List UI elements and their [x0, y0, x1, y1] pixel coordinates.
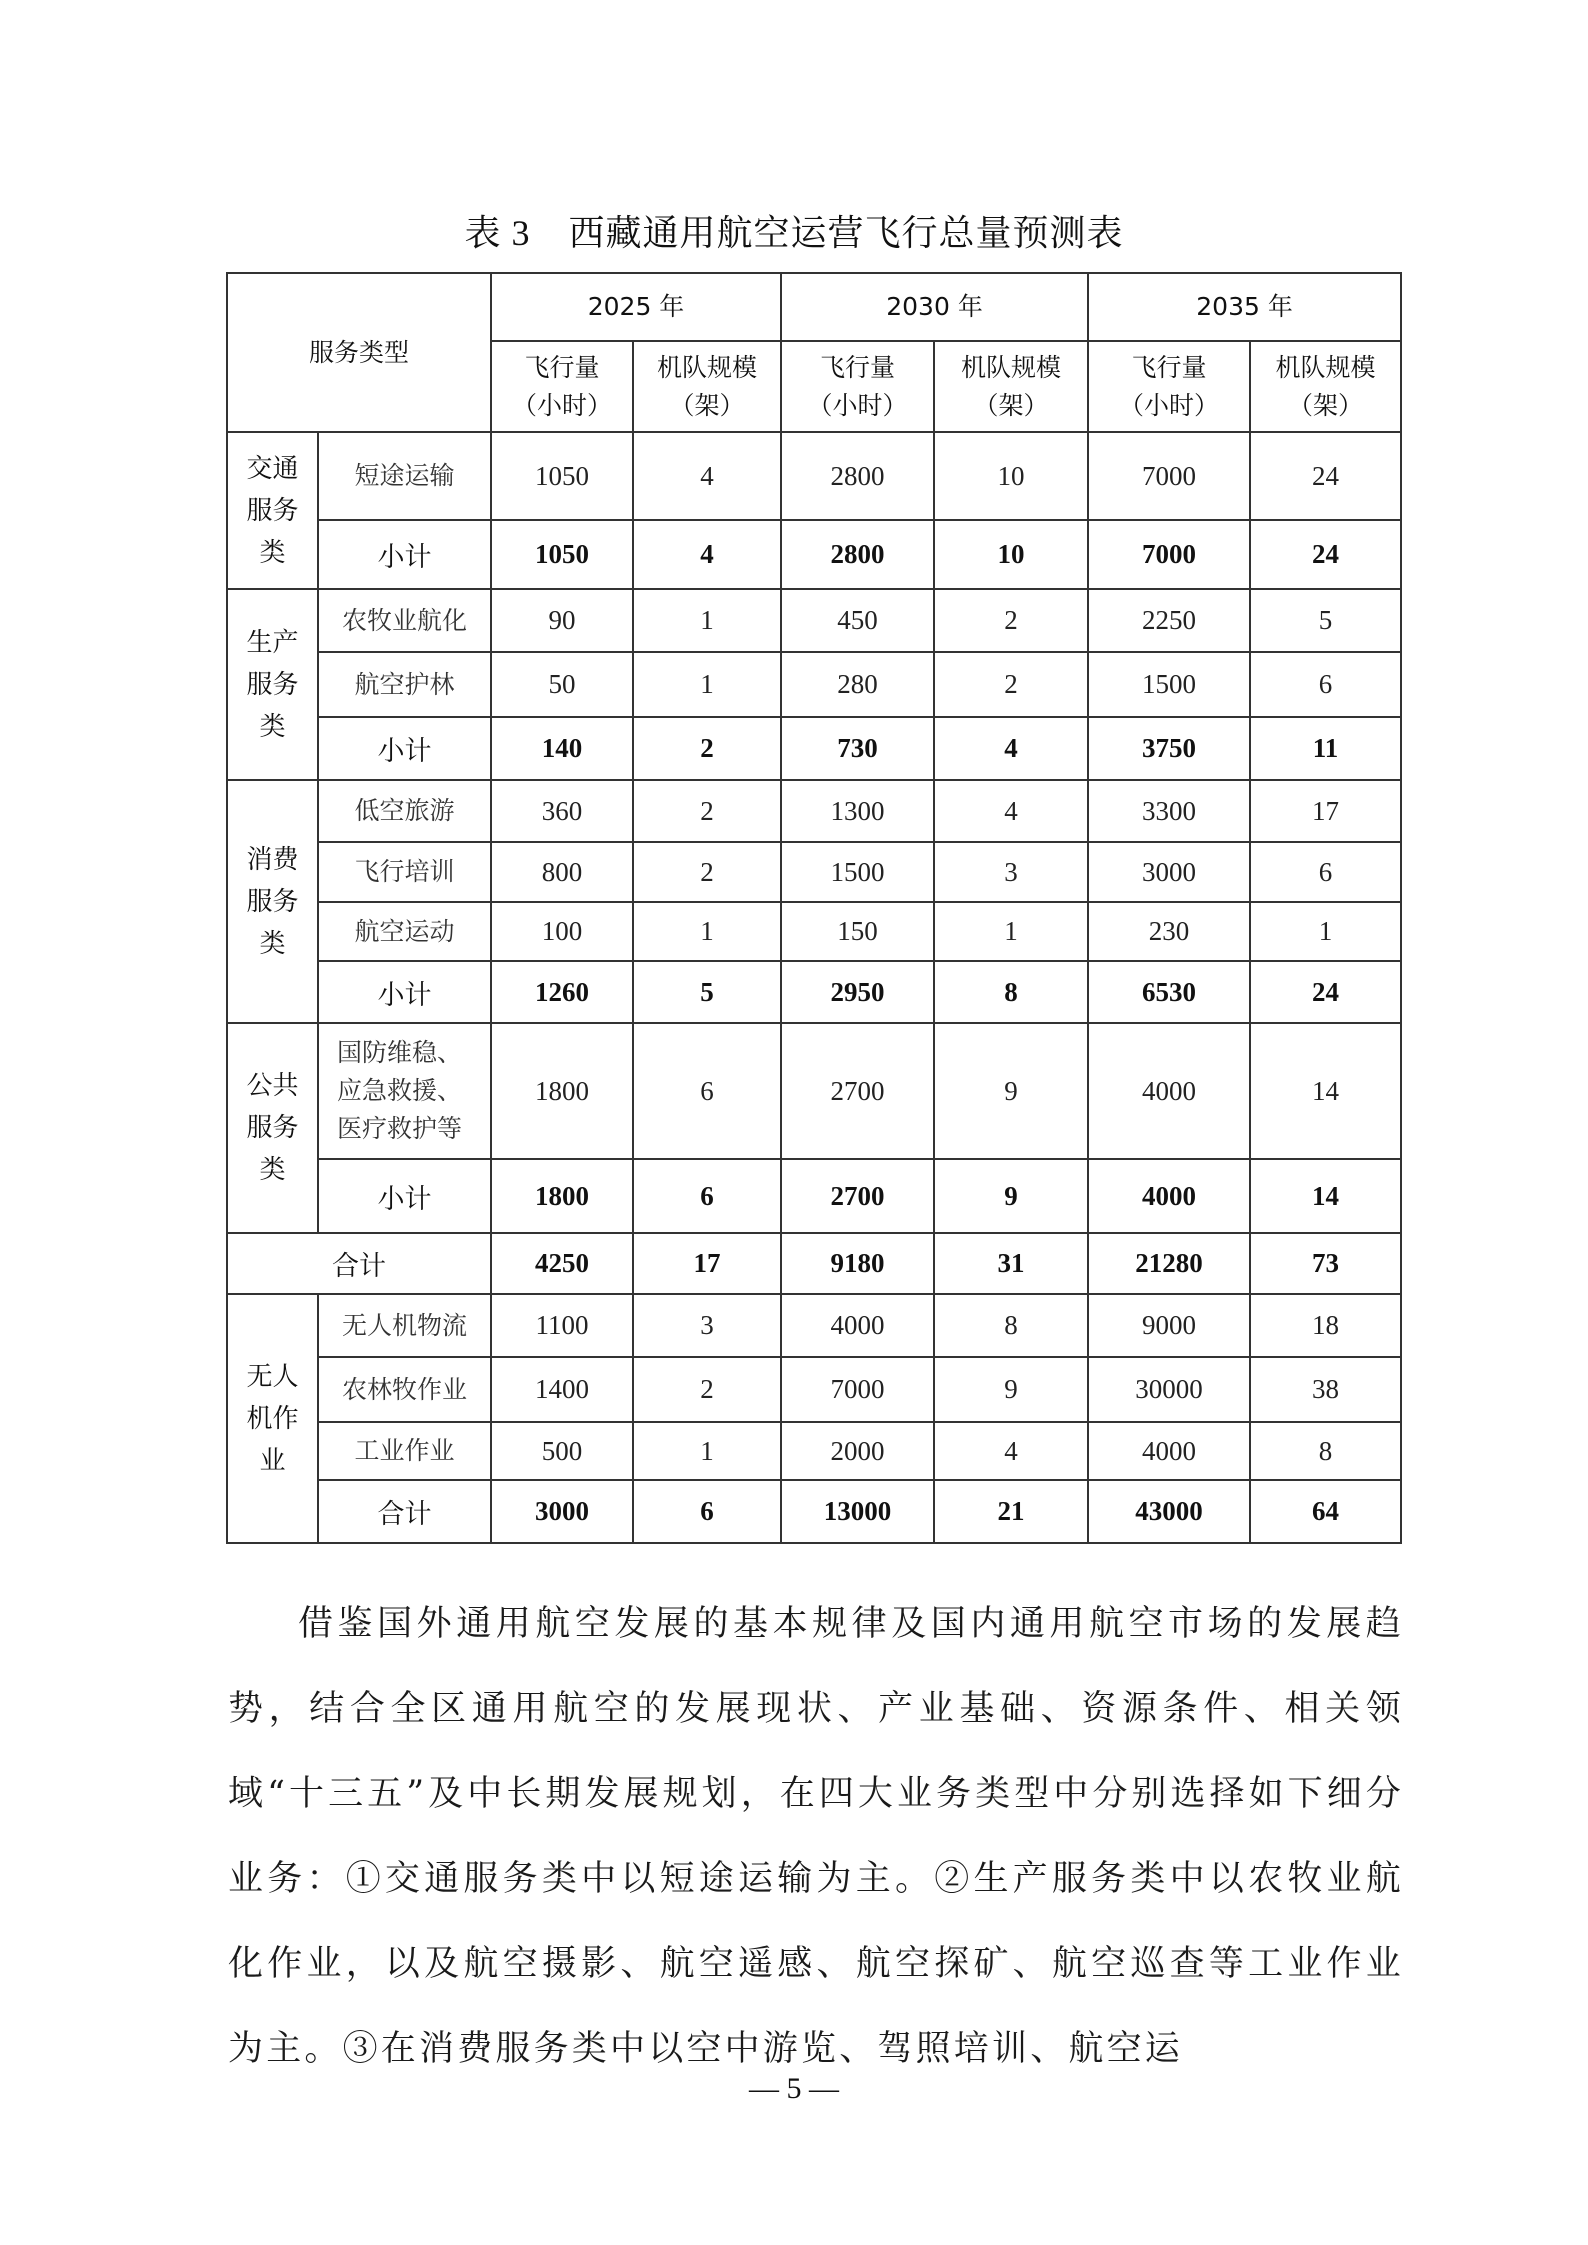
subtotal-label: 小计: [318, 961, 491, 1023]
fleet-size-cell: 31: [934, 1233, 1088, 1294]
header-line: （小时）: [512, 390, 613, 420]
header-line: （小时）: [1119, 390, 1220, 420]
fleet-size-cell: 1: [1250, 902, 1401, 961]
fleet-size-cell: 4: [633, 520, 781, 589]
item-name-cell: [318, 1023, 491, 1159]
header-line: （架）: [669, 390, 745, 420]
flight-hours-cell: 4000: [1088, 1023, 1250, 1159]
flight-hours-cell: 2800: [781, 520, 934, 589]
fleet-size-cell: 17: [633, 1233, 781, 1294]
header-line: 飞行量: [820, 352, 896, 382]
fleet-size-cell: 2: [633, 1357, 781, 1422]
category-cell: [227, 780, 318, 1023]
flight-hours-cell: 2950: [781, 961, 934, 1023]
header-line: 机队规模: [1275, 352, 1376, 382]
grand-total-label: 合计: [227, 1233, 491, 1294]
fleet-size-cell: 24: [1250, 520, 1401, 589]
fleet-size-cell: 1: [633, 902, 781, 961]
flight-hours-cell: 2800: [781, 432, 934, 520]
subtotal-label: 小计: [318, 520, 491, 589]
fleet-size-cell: 8: [934, 1294, 1088, 1357]
flight-hours-cell: 4000: [781, 1294, 934, 1357]
flight-hours-cell: 6530: [1088, 961, 1250, 1023]
item-name-line: 应急救援、: [337, 1076, 463, 1105]
fleet-size-cell: 4: [633, 432, 781, 520]
flight-hours-cell: 1800: [491, 1159, 633, 1233]
flight-hours-cell: 280: [781, 652, 934, 717]
flight-hours-cell: 3750: [1088, 717, 1250, 780]
table-row: [227, 589, 1401, 652]
category-line: 服务: [246, 669, 299, 700]
flight-hours-cell: 1300: [781, 780, 934, 842]
flight-hours-cell: 100: [491, 902, 633, 961]
flight-hours-cell: 4000: [1088, 1422, 1250, 1480]
flight-hours-cell: 3000: [491, 1480, 633, 1543]
subtotal-row: [227, 1159, 1401, 1233]
flight-hours-cell: 7000: [1088, 520, 1250, 589]
flight-hours-cell: 30000: [1088, 1357, 1250, 1422]
header-flight-hours: [781, 341, 934, 432]
flight-hours-cell: 1050: [491, 520, 633, 589]
header-fleet-size: [934, 341, 1088, 432]
category-line: 类: [259, 711, 286, 742]
subtotal-label: 小计: [318, 1159, 491, 1233]
flight-hours-cell: 150: [781, 902, 934, 961]
item-name-cell: 工业作业: [318, 1422, 491, 1480]
header-line: 飞行量: [1131, 352, 1207, 382]
subtotal-row: [227, 717, 1401, 780]
fleet-size-cell: 2: [934, 589, 1088, 652]
flight-hours-cell: 730: [781, 717, 934, 780]
flight-hours-cell: 2700: [781, 1159, 934, 1233]
category-cell: [227, 1294, 318, 1543]
fleet-size-cell: 6: [633, 1023, 781, 1159]
category-line: 业: [259, 1445, 286, 1476]
fleet-size-cell: 2: [633, 842, 781, 902]
table-row: [227, 1294, 1401, 1357]
fleet-size-cell: 6: [633, 1159, 781, 1233]
page-number: — 5 —: [749, 2072, 839, 2105]
table-row: [227, 432, 1401, 520]
header-fleet-size: [633, 341, 781, 432]
fleet-size-cell: 3: [633, 1294, 781, 1357]
table-row: [227, 652, 1401, 717]
flight-hours-cell: 1400: [491, 1357, 633, 1422]
fleet-size-cell: 1: [633, 1422, 781, 1480]
table-row: [227, 902, 1401, 961]
fleet-size-cell: 1: [934, 902, 1088, 961]
category-line: 无人: [246, 1361, 299, 1392]
flight-hours-cell: 450: [781, 589, 934, 652]
fleet-size-cell: 24: [1250, 961, 1401, 1023]
subtotal-row: [227, 961, 1401, 1023]
body-paragraph: 借鉴国外通用航空发展的基本规律及国内通用航空市场的发展趋势，结合全区通用航空的发展现状、产业基础、资源条件、相关领域“十三五”及中长期发展规划，在四大业务类型中分别选择如下细分业务：①交通服务类中以短途运输为主。②生产服务类中以农牧业航化作业，以及航空摄影、航空遥感、航空探矿、航空巡查等工业作业为主。③在消费服务类中以空中游览、驾照培训、航空运: [228, 1604, 1404, 2069]
drone-total-row: [227, 1480, 1401, 1543]
fleet-size-cell: 5: [633, 961, 781, 1023]
flight-hours-cell: 43000: [1088, 1480, 1250, 1543]
flight-hours-cell: 7000: [781, 1357, 934, 1422]
flight-hours-cell: 1800: [491, 1023, 633, 1159]
flight-hours-cell: 1500: [1088, 652, 1250, 717]
category-cell: [227, 432, 318, 589]
flight-hours-cell: 2700: [781, 1023, 934, 1159]
item-name-cell: 短途运输: [318, 432, 491, 520]
item-name-cell: 飞行培训: [318, 842, 491, 902]
category-line: 类: [259, 1155, 286, 1185]
item-name-cell: 无人机物流: [318, 1294, 491, 1357]
header-flight-hours: [1088, 341, 1250, 432]
fleet-size-cell: 9: [934, 1023, 1088, 1159]
header-service-type: 服务类型: [227, 273, 491, 432]
flight-hours-cell: 1050: [491, 432, 633, 520]
flight-hours-cell: 9180: [781, 1233, 934, 1294]
fleet-size-cell: 4: [934, 780, 1088, 842]
flight-hours-cell: 4000: [1088, 1159, 1250, 1233]
header-year: 2035 年: [1088, 273, 1401, 341]
flight-hours-cell: 230: [1088, 902, 1250, 961]
fleet-size-cell: 10: [934, 520, 1088, 589]
category-cell: [227, 1023, 318, 1233]
header-line: （架）: [1288, 390, 1364, 420]
fleet-size-cell: 9: [934, 1159, 1088, 1233]
fleet-size-cell: 73: [1250, 1233, 1401, 1294]
fleet-size-cell: 6: [1250, 652, 1401, 717]
category-line: 消费: [246, 844, 299, 875]
flight-hours-cell: 21280: [1088, 1233, 1250, 1294]
category-line: 公共: [246, 1071, 299, 1101]
flight-hours-cell: 3300: [1088, 780, 1250, 842]
fleet-size-cell: 17: [1250, 780, 1401, 842]
flight-hours-cell: 50: [491, 652, 633, 717]
fleet-size-cell: 2: [934, 652, 1088, 717]
flight-hours-cell: 7000: [1088, 432, 1250, 520]
flight-forecast-table: [226, 272, 1402, 1544]
fleet-size-cell: 6: [1250, 842, 1401, 902]
fleet-size-cell: 14: [1250, 1023, 1401, 1159]
item-name-cell: 航空护林: [318, 652, 491, 717]
table-number: 表 3: [464, 213, 531, 253]
subtotal-row: [227, 520, 1401, 589]
item-name-line: 国防维稳、: [337, 1038, 463, 1067]
item-name-line: 医疗救护等: [337, 1114, 463, 1143]
flight-hours-cell: 1500: [781, 842, 934, 902]
fleet-size-cell: 5: [1250, 589, 1401, 652]
header-line: （架）: [973, 390, 1049, 420]
fleet-size-cell: 21: [934, 1480, 1088, 1543]
item-name-cell: 低空旅游: [318, 780, 491, 842]
category-line: 服务: [246, 495, 299, 526]
table-row: [227, 1422, 1401, 1480]
fleet-size-cell: 64: [1250, 1480, 1401, 1543]
flight-hours-cell: 1100: [491, 1294, 633, 1357]
table-title: [0, 205, 1588, 256]
fleet-size-cell: 4: [934, 1422, 1088, 1480]
header-line: 机队规模: [961, 352, 1062, 382]
fleet-size-cell: 1: [633, 652, 781, 717]
fleet-size-cell: 2: [633, 717, 781, 780]
fleet-size-cell: 6: [633, 1480, 781, 1543]
fleet-size-cell: 9: [934, 1357, 1088, 1422]
flight-hours-cell: 90: [491, 589, 633, 652]
flight-hours-cell: 9000: [1088, 1294, 1250, 1357]
body-paragraph-block: [228, 1582, 1404, 2092]
item-name-cell: 航空运动: [318, 902, 491, 961]
header-line: 机队规模: [657, 352, 758, 382]
flight-hours-cell: 4250: [491, 1233, 633, 1294]
item-name-cell: 农牧业航化: [318, 589, 491, 652]
fleet-size-cell: 8: [934, 961, 1088, 1023]
flight-hours-cell: 3000: [1088, 842, 1250, 902]
category-line: 交通: [246, 453, 299, 484]
header-row-years: [227, 273, 1401, 341]
table-row: [227, 780, 1401, 842]
category-line: 类: [259, 537, 286, 568]
category-cell: [227, 589, 318, 780]
fleet-size-cell: 1: [633, 589, 781, 652]
table-row: [227, 842, 1401, 902]
fleet-size-cell: 24: [1250, 432, 1401, 520]
header-flight-hours: [491, 341, 633, 432]
table-row: [227, 1357, 1401, 1422]
header-line: （小时）: [807, 390, 908, 420]
fleet-size-cell: 11: [1250, 717, 1401, 780]
flight-hours-cell: 500: [491, 1422, 633, 1480]
category-line: 生产: [246, 627, 299, 658]
flight-hours-cell: 140: [491, 717, 633, 780]
flight-hours-cell: 1260: [491, 961, 633, 1023]
table-title-text: 西藏通用航空运营飞行总量预测表: [568, 213, 1124, 254]
flight-hours-cell: 360: [491, 780, 633, 842]
category-line: 服务: [246, 886, 299, 917]
category-line: 类: [259, 928, 286, 959]
header-line: 飞行量: [524, 352, 600, 382]
fleet-size-cell: 18: [1250, 1294, 1401, 1357]
table-row: [227, 1023, 1401, 1159]
item-name-cell: 农林牧作业: [318, 1357, 491, 1422]
header-year: 2025 年: [491, 273, 781, 341]
header-fleet-size: [1250, 341, 1401, 432]
category-line: 机作: [246, 1403, 299, 1434]
fleet-size-cell: 10: [934, 432, 1088, 520]
fleet-size-cell: 3: [934, 842, 1088, 902]
fleet-size-cell: 2: [633, 780, 781, 842]
flight-hours-cell: 13000: [781, 1480, 934, 1543]
flight-hours-cell: 2000: [781, 1422, 934, 1480]
header-year: 2030 年: [781, 273, 1088, 341]
fleet-size-cell: 4: [934, 717, 1088, 780]
flight-hours-cell: 800: [491, 842, 633, 902]
grand-total-row: [227, 1233, 1401, 1294]
flight-hours-cell: 2250: [1088, 589, 1250, 652]
category-line: 服务: [246, 1113, 299, 1143]
fleet-size-cell: 8: [1250, 1422, 1401, 1480]
subtotal-label: 小计: [318, 717, 491, 780]
fleet-size-cell: 38: [1250, 1357, 1401, 1422]
drone-total-label: 合计: [318, 1480, 491, 1543]
fleet-size-cell: 14: [1250, 1159, 1401, 1233]
